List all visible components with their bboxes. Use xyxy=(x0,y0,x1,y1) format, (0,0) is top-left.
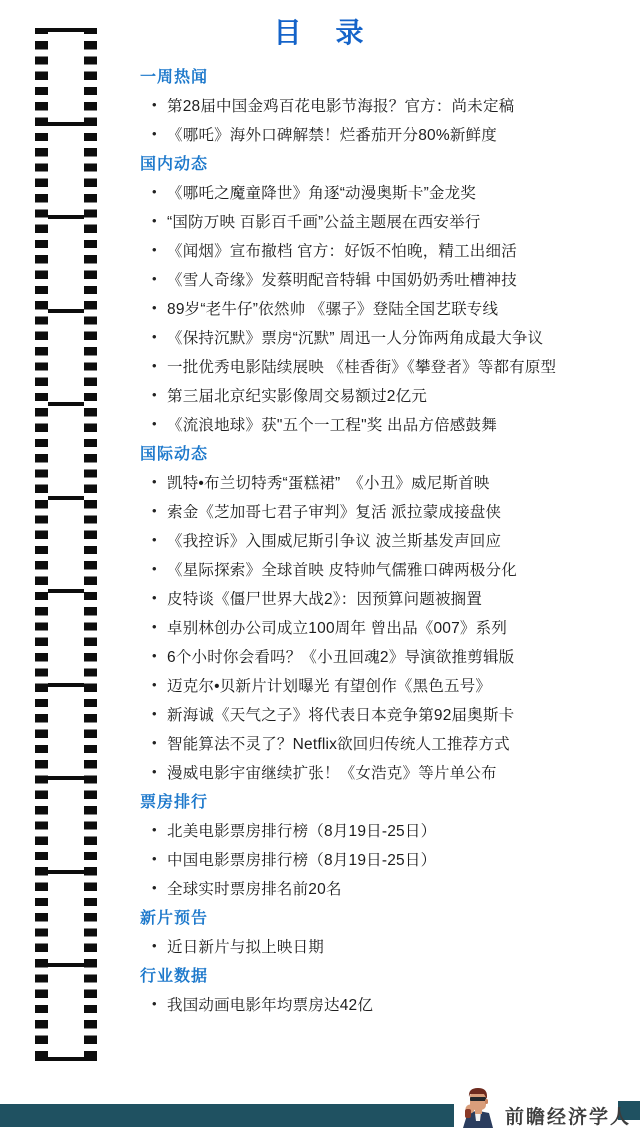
brand-logo xyxy=(457,1085,631,1133)
toc-item: • 索金《芝加哥七君子审判》复活 派拉蒙成接盘侠 xyxy=(140,496,626,525)
section-header-domestic: 国内动态 xyxy=(140,156,209,173)
toc-item: • 《我控诉》入围威尼斯引争议 波兰斯基发声回应 xyxy=(140,525,626,554)
toc-item: • 《雪人奇缘》发蔡明配音特辑 中国奶奶秀吐槽神技 xyxy=(140,264,626,293)
bullet-icon: • xyxy=(152,271,157,286)
bullet-icon: • xyxy=(152,503,157,518)
section-header-international: 国际动态 xyxy=(140,446,209,463)
bullet-icon: • xyxy=(152,938,157,953)
film-frame xyxy=(48,219,84,309)
toc-item: • 我国动画电影年均票房达42亿 xyxy=(140,989,626,1018)
toc-item: • 中国电影票房排行榜（8月19日-25日） xyxy=(140,844,626,873)
bullet-icon: • xyxy=(152,358,157,373)
toc-item: • 近日新片与拟上映日期 xyxy=(140,931,626,960)
toc-item: • 漫威电影宇宙继续扩张！《女浩克》等片单公布 xyxy=(140,757,626,786)
toc-item: • “国防万映 百影百千画”公益主题展在西安举行 xyxy=(140,206,626,235)
bullet-icon: • xyxy=(152,126,157,141)
toc-item: • 迈克尔•贝新片计划曝光 有望创作《黑色五号》 xyxy=(140,670,626,699)
toc-item: • 《闻烟》宣布撤档 官方：好饭不怕晚，精工出细活 xyxy=(140,235,626,264)
toc-item: • 卓别林创办公司成立100周年 曾出品《007》系列 xyxy=(140,612,626,641)
footer-bar xyxy=(0,1104,454,1127)
toc-item: • 智能算法不灵了？Netflix欲回归传统人工推荐方式 xyxy=(140,728,626,757)
section-header-upcoming: 新片预告 xyxy=(140,910,209,927)
sprocket-holes-icon xyxy=(35,34,48,1055)
bullet-icon: • xyxy=(152,822,157,837)
bullet-icon: • xyxy=(152,619,157,634)
toc-item: • 《星际探索》全球首映 皮特帅气儒雅口碑两极分化 xyxy=(140,554,626,583)
film-frame xyxy=(48,313,84,403)
bullet-icon: • xyxy=(152,213,157,228)
toc-item: • 凯特•布兰切特秀“蛋糕裙” 《小丑》威尼斯首映 xyxy=(140,467,626,496)
toc-item: • 一批优秀电影陆续展映 《桂香街》《攀登者》等都有原型 xyxy=(140,351,626,380)
bullet-icon: • xyxy=(152,996,157,1011)
bullet-icon: • xyxy=(152,329,157,344)
bullet-icon: • xyxy=(152,474,157,489)
page-title: 目 录 xyxy=(273,17,367,48)
bullet-icon: • xyxy=(152,532,157,547)
sprocket-holes-icon xyxy=(84,34,97,1055)
section-header-industry-data: 行业数据 xyxy=(140,968,209,985)
toc-item: • 皮特谈《僵尸世界大战2》：因预算问题被搁置 xyxy=(140,583,626,612)
toc-item: • 全球实时票房排名前20名 xyxy=(140,873,626,902)
film-frame xyxy=(48,780,84,870)
bullet-icon: • xyxy=(152,561,157,576)
film-frame xyxy=(48,406,84,496)
toc-item: • 6个小时你会看吗？《小丑回魂2》导演欲推剪辑版 xyxy=(140,641,626,670)
filmstrip-left-rail xyxy=(35,32,48,1057)
section-header-boxoffice: 票房排行 xyxy=(140,794,209,811)
filmstrip-graphic xyxy=(35,28,97,1061)
bullet-icon: • xyxy=(152,706,157,721)
film-frame xyxy=(48,593,84,683)
toc-item: • 北美电影票房排行榜（8月19日-25日） xyxy=(140,815,626,844)
bullet-icon: • xyxy=(152,764,157,779)
toc-item: • 第28届中国金鸡百花电影节海报？官方：尚未定稿 xyxy=(140,90,626,119)
toc-item: • 第三届北京纪实影像周交易额过2亿元 xyxy=(140,380,626,409)
bullet-icon: • xyxy=(152,735,157,750)
bullet-icon: • xyxy=(152,97,157,112)
bullet-icon: • xyxy=(152,416,157,431)
toc-item: • 《流浪地球》获"五个一工程"奖 出品方倍感鼓舞 xyxy=(140,409,626,438)
film-frame xyxy=(48,874,84,964)
bullet-icon: • xyxy=(152,880,157,895)
filmstrip-right-rail xyxy=(84,32,97,1057)
brand-name: 前瞻经济学人 xyxy=(505,1107,632,1128)
thinker-man-icon xyxy=(457,1085,497,1133)
bullet-icon: • xyxy=(152,184,157,199)
section-header-week-news: 一周热闻 xyxy=(140,69,209,86)
toc-item: • 新海诚《天气之子》将代表日本竞争第92届奥斯卡 xyxy=(140,699,626,728)
bullet-icon: • xyxy=(152,590,157,605)
filmstrip-frames xyxy=(48,32,84,1057)
film-frame xyxy=(48,500,84,590)
toc-item: • 《保持沉默》票房“沉默” 周迅一人分饰两角成最大争议 xyxy=(140,322,626,351)
bullet-icon: • xyxy=(152,851,157,866)
film-frame xyxy=(48,967,84,1057)
bullet-icon: • xyxy=(152,677,157,692)
bullet-icon: • xyxy=(152,242,157,257)
bullet-icon: • xyxy=(152,300,157,315)
toc-item: • 89岁“老牛仔”依然帅 《骡子》登陆全国艺联专线 xyxy=(140,293,626,322)
bullet-icon: • xyxy=(152,387,157,402)
toc-item: • 《哪吒之魔童降世》角逐“动漫奥斯卡”金龙奖 xyxy=(140,177,626,206)
film-frame xyxy=(48,687,84,777)
toc-content xyxy=(140,61,626,1018)
bullet-icon: • xyxy=(152,648,157,663)
toc-item: • 《哪吒》海外口碑解禁！烂番茄开分80%新鲜度 xyxy=(140,119,626,148)
film-frame xyxy=(48,126,84,216)
